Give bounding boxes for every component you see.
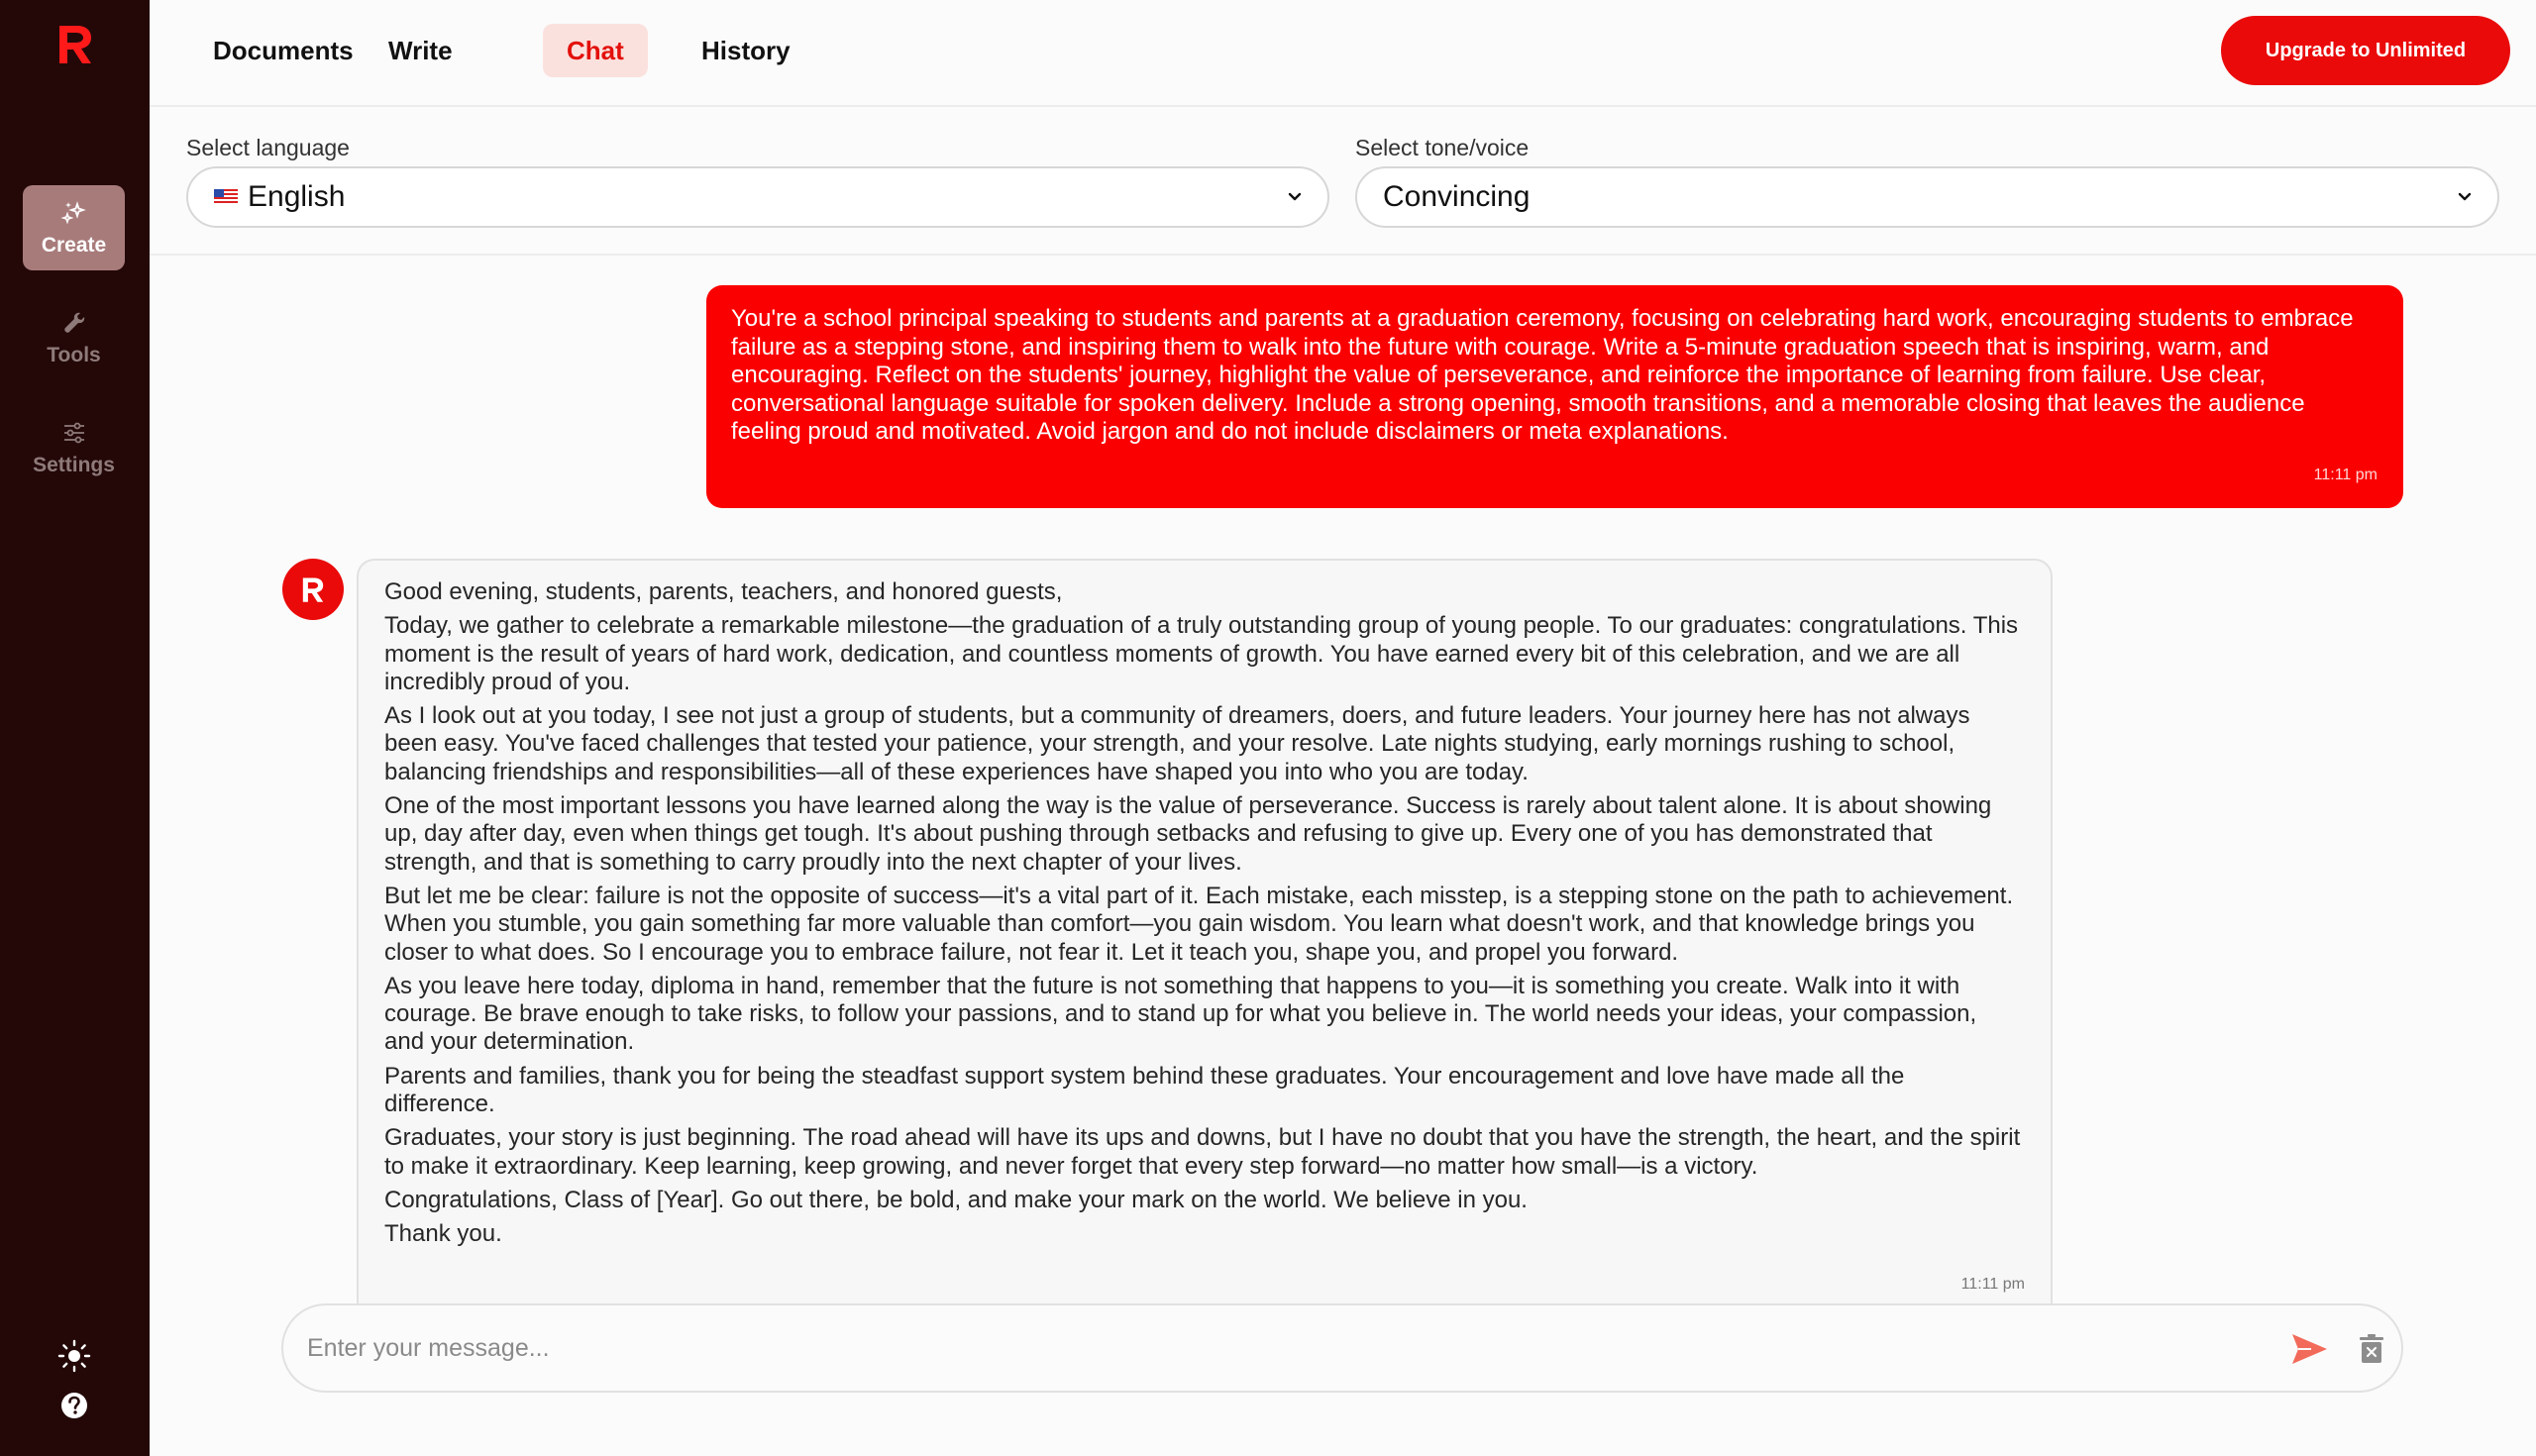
tab-label: Chat [567, 35, 624, 65]
assistant-paragraph: Today, we gather to celebrate a remarkable milestone—the graduation of a truly outstanding group of young people. To our graduates: congratulations. This moment is the result of years of hard work, dedication, and countless moments of growth. You have earned every bit of this celebration, and we are all incredibly proud of you. [384, 612, 2019, 695]
message-input[interactable] [307, 1325, 2269, 1371]
top-nav [150, 0, 2536, 107]
send-icon[interactable] [2289, 1331, 2329, 1367]
tone-label: Select tone/voice [1355, 135, 1530, 160]
tab-chat[interactable] [543, 24, 648, 77]
us-flag-icon [214, 189, 238, 205]
tab-label: History [701, 35, 791, 65]
tab-label: Documents [213, 35, 354, 65]
logo-icon [300, 575, 326, 603]
chevron-down-icon [2454, 186, 2476, 208]
tone-select[interactable] [1355, 166, 2499, 228]
user-message-timestamp: 11:11 pm [2313, 467, 2378, 483]
sidebar-item-create[interactable] [23, 185, 125, 270]
sidebar-item-label: Settings [33, 454, 115, 476]
wrench-icon [59, 308, 89, 338]
tone-value: Convincing [1383, 180, 1531, 213]
help-icon[interactable] [56, 1388, 92, 1423]
assistant-paragraph: As I look out at you today, I see not just a group of students, but a community of dreamers, doers, and future leaders. Your journey here has not always been easy. You've faced challenges that tested your patience, your strength, and your resolve. Late nights studying, early mornings rushing to school, balancing friendships and responsibilities—all of these experiences have shaped you into who you are today. [384, 702, 1970, 785]
sidebar-item-tools[interactable] [23, 295, 125, 380]
sidebar-item-label: Tools [47, 344, 101, 366]
chevron-down-icon [1284, 186, 1306, 208]
language-label: Select language [186, 135, 350, 160]
chat-options [150, 109, 2536, 256]
tab-label: Write [388, 35, 453, 65]
assistant-paragraph: Thank you. [384, 1220, 502, 1248]
assistant-message-bubble [357, 559, 2053, 1303]
tab-write[interactable] [365, 24, 476, 77]
sidebar-item-settings[interactable] [23, 405, 125, 490]
user-message-text: You're a school principal speaking to students and parents at a graduation ceremony, focusing on celebrating hard work, encouraging students to embrace failure as a stepping stone, and inspiring them to walk into the future with courage. Write a 5-minute graduation speech that is inspiring, warm, and encouraging. Reflect on the students' journey, highlight the value of perseverance, and reinforce the importance of learning from failure. Use clear, conversational language suitable for spoken delivery. Include a strong opening, smooth transitions, and a memorable closing that leaves the audience feeling proud and motivated. Avoid jargon and do not include disclaimers or meta explanations. [731, 305, 2354, 445]
trash-icon[interactable] [2358, 1333, 2385, 1365]
sidebar-item-label: Create [41, 234, 107, 257]
language-select[interactable] [186, 166, 1329, 228]
assistant-paragraph: But let me be clear: failure is not the opposite of success—it's a vital part of it. Each mistake, each misstep, is a stepping stone on the path to achievement. When you stumble, you gain something far more valuable than comfort—you gain wisdom. You learn what doesn't work, and that knowledge brings you closer to what does. So I encourage you to embrace failure, not fear it. Let it teach you, shape you, and propel you forward. [384, 882, 2014, 966]
logo-icon[interactable] [55, 22, 95, 65]
assistant-avatar [282, 559, 344, 620]
assistant-paragraph: Graduates, your story is just beginning. The road ahead will have its ups and downs, but I have no doubt that you have the strength, the heart, and the spirit to make it extraordinary. Keep learning, keep growing, and never forget that every step forward—no matter how small—is a victory. [384, 1124, 2021, 1180]
language-value: English [248, 180, 346, 213]
assistant-paragraph: Good evening, students, parents, teachers, and honored guests, [384, 578, 1063, 605]
user-message-bubble [706, 285, 2403, 508]
assistant-message-timestamp: 11:11 pm [1960, 1276, 2025, 1293]
message-composer [281, 1303, 2403, 1393]
sliders-icon [59, 418, 89, 448]
tab-history[interactable] [678, 24, 814, 77]
tab-documents[interactable] [189, 24, 377, 77]
assistant-paragraph: Parents and families, thank you for being the steadfast support system behind these graduates. Your encouragement and love have made all the difference. [384, 1062, 1905, 1118]
assistant-paragraph: One of the most important lessons you have learned along the way is the value of perseverance. Success is rarely about talent alone. It is about showing up, day after day, even when things get tough. It's about pushing through setbacks and refusing to give up. Every one of you has demonstrated that strength, and that is something to carry proudly into the next chapter of your lives. [384, 792, 1992, 876]
sun-icon[interactable] [56, 1338, 92, 1374]
upgrade-button[interactable]: Upgrade to Unlimited [2221, 16, 2510, 85]
assistant-paragraph: Congratulations, Class of [Year]. Go out there, be bold, and make your mark on the world. We believe in you. [384, 1186, 1528, 1213]
sparkles-icon [59, 198, 89, 228]
assistant-paragraph: As you leave here today, diploma in hand, remember that the future is not something that happens to you—it is something you create. Walk into it with courage. Be brave enough to take risks, to follow your passions, and to stand up for what you believe in. The world needs your ideas, your compassion, and your determination. [384, 972, 1977, 1056]
sidebar [0, 0, 150, 1456]
